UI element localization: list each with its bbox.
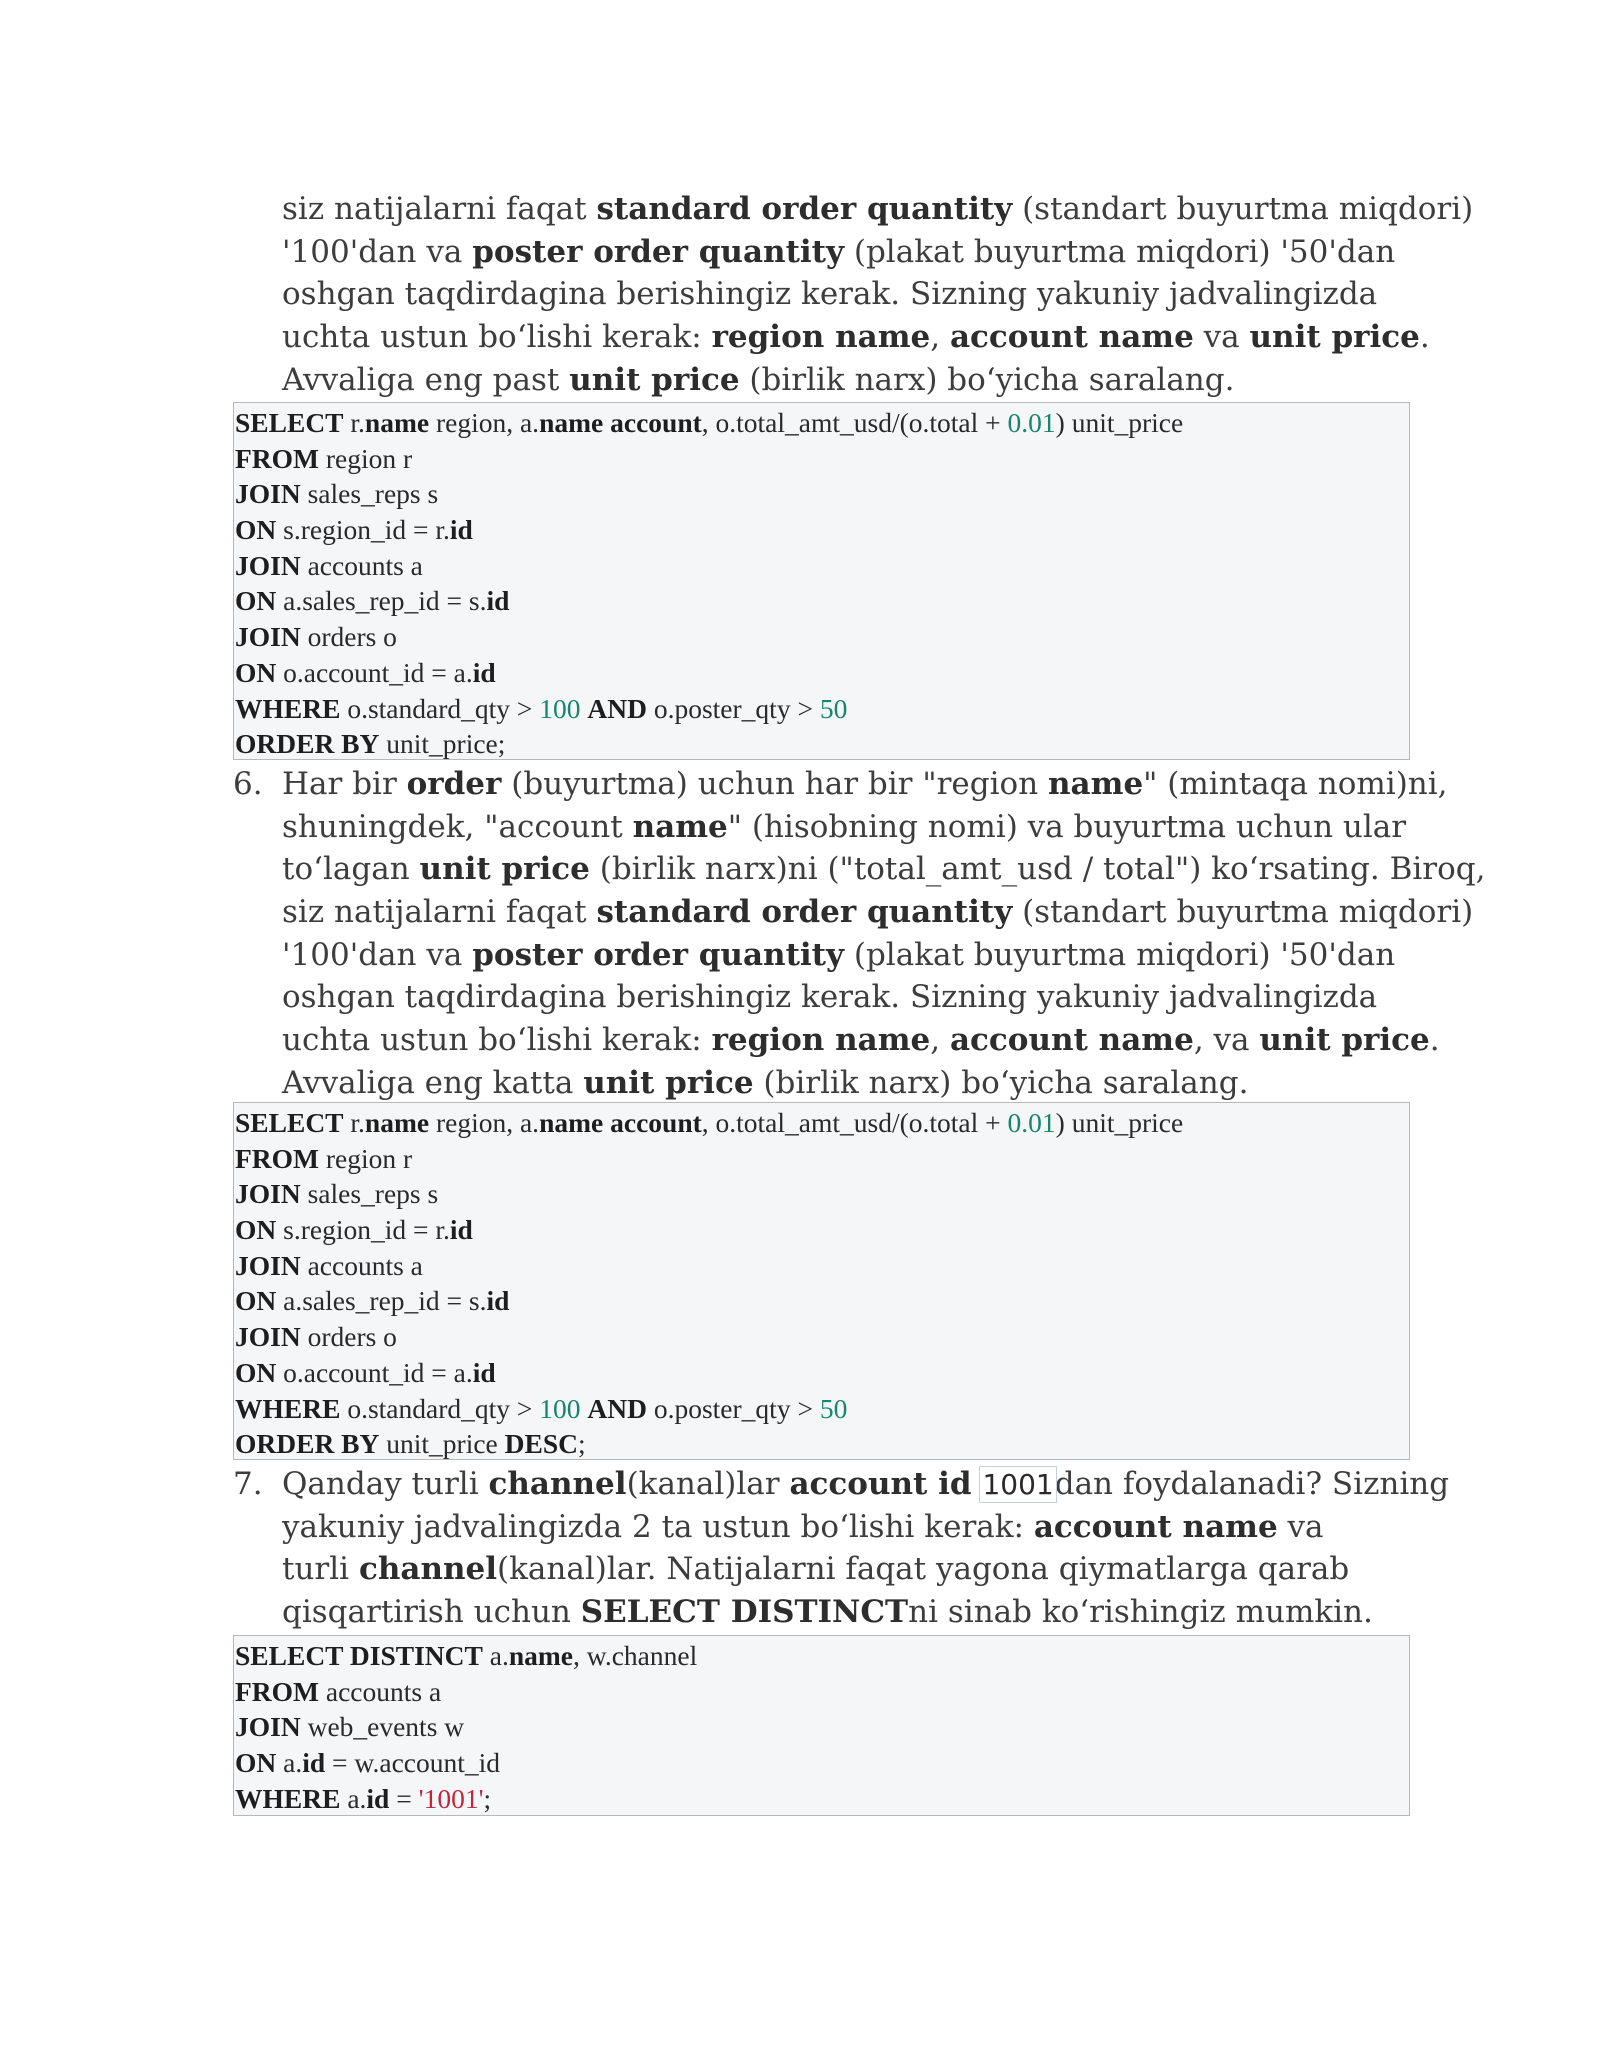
code-line xyxy=(235,1105,1409,1141)
text-run: to‘lagan xyxy=(282,851,420,888)
sql-keyword: JOIN xyxy=(235,1321,301,1353)
text-line xyxy=(282,763,1448,806)
code-line xyxy=(235,1674,1409,1710)
bold-term: poster order quantity xyxy=(472,936,844,973)
code-line xyxy=(235,1248,1409,1284)
text-run: '100'dan va xyxy=(282,233,473,270)
bold-term: channel xyxy=(358,1551,498,1588)
sql-text: a.sales_rep_id = s. xyxy=(276,585,487,617)
text-line xyxy=(282,1019,1440,1062)
sql-keyword: ON xyxy=(235,1747,277,1779)
text-run: va xyxy=(1277,1508,1324,1545)
sql-keyword: FROM xyxy=(235,1675,320,1707)
paragraph-continued xyxy=(282,188,1474,401)
bold-term: unit price xyxy=(569,361,740,398)
code-line xyxy=(235,405,1409,441)
text-run: " (hisobning nomi) va buyurtma uchun ular xyxy=(727,808,1407,845)
sql-keyword: name xyxy=(508,1640,574,1671)
text-run: . xyxy=(1419,319,1430,356)
sql-text: a. xyxy=(340,1782,367,1814)
text-run: oshgan taqdirdagina berishingiz kerak. Sizning yakuniy jadvalingizda xyxy=(282,979,1378,1016)
sql-keyword: ON xyxy=(235,1356,277,1388)
bold-term: account name xyxy=(1033,1508,1278,1545)
sql-keyword: name xyxy=(364,1107,430,1138)
sql-keyword: AND xyxy=(587,692,647,724)
sql-text: ) unit_price xyxy=(1055,1107,1184,1138)
sql-keyword: SELECT DISTINCT xyxy=(235,1640,483,1671)
sql-text: ) unit_price xyxy=(1055,407,1184,438)
text-run: va xyxy=(1193,319,1250,356)
sql-text: region, a. xyxy=(429,407,540,438)
code-line xyxy=(235,1745,1409,1781)
text-run: (plakat buyurtma miqdori) '50'dan xyxy=(844,233,1396,270)
sql-keyword: WHERE xyxy=(235,1782,341,1814)
sql-text: r. xyxy=(343,1107,365,1138)
text-run: oshgan taqdirdagina berishingiz kerak. Sizning yakuniy jadvalingizda xyxy=(282,276,1378,313)
text-line xyxy=(282,1463,1450,1506)
sql-keyword: JOIN xyxy=(235,1711,301,1743)
text-run: (birlik narx) bo‘yicha saralang. xyxy=(753,1064,1249,1101)
bold-term: unit price xyxy=(1259,1022,1430,1059)
bold-term: standard order quantity xyxy=(596,191,1013,227)
text-line xyxy=(282,1062,1432,1105)
sql-number: 50 xyxy=(819,1392,848,1424)
sql-text: , w.channel xyxy=(573,1640,698,1671)
code-block-1 xyxy=(233,402,1410,760)
sql-text: o.poster_qty > xyxy=(646,692,820,724)
code-line xyxy=(235,1319,1409,1355)
sql-text: sales_reps s xyxy=(300,478,439,510)
text-run: qisqartirish uchun xyxy=(282,1594,581,1631)
code-line xyxy=(235,476,1409,512)
text-run: ni sinab ko‘rishingiz mumkin. xyxy=(908,1594,1373,1631)
code-line xyxy=(235,548,1409,584)
text-line xyxy=(282,1548,1432,1591)
sql-keyword: ON xyxy=(235,656,277,688)
sql-keyword: JOIN xyxy=(235,1249,301,1281)
sql-keyword: id xyxy=(472,656,496,688)
list-number-6: 6. xyxy=(233,766,263,802)
text-run: '100'dan va xyxy=(282,936,473,973)
code-line xyxy=(235,1212,1409,1248)
text-run: . xyxy=(1429,1022,1440,1059)
sql-text: region, a. xyxy=(429,1107,540,1138)
sql-text: accounts a xyxy=(300,1249,423,1281)
sql-text: s.region_id = r. xyxy=(276,1214,450,1246)
sql-text: unit_price; xyxy=(379,728,506,760)
sql-keyword: id xyxy=(366,1782,390,1814)
text-run: (birlik narx) bo‘yicha saralang. xyxy=(739,361,1235,398)
text-run: (standart buyurtma miqdori) xyxy=(1012,894,1474,931)
text-run: (standart buyurtma miqdori) xyxy=(1012,191,1474,227)
text-run: (kanal)lar xyxy=(626,1466,790,1502)
text-run: (plakat buyurtma miqdori) '50'dan xyxy=(844,936,1396,973)
sql-keyword: id xyxy=(302,1747,326,1779)
sql-keyword: ORDER BY xyxy=(235,1428,380,1460)
sql-text: accounts a xyxy=(319,1675,442,1707)
bold-term: region name xyxy=(711,1022,931,1059)
code-line xyxy=(235,512,1409,548)
code-line xyxy=(235,726,1409,762)
bold-term: SELECT DISTINCT xyxy=(580,1594,909,1631)
text-line xyxy=(282,891,1474,934)
text-run: siz natijalarni faqat xyxy=(282,191,597,227)
sql-number: 100 xyxy=(539,692,581,724)
sql-keyword: WHERE xyxy=(235,1392,341,1424)
sql-text: orders o xyxy=(300,1321,397,1353)
code-line xyxy=(235,1283,1409,1319)
sql-keyword: ON xyxy=(235,1285,277,1317)
sql-keyword: id xyxy=(486,585,510,617)
text-run: " (mintaqa nomi)ni, xyxy=(1143,766,1448,802)
bold-term: unit price xyxy=(419,851,590,888)
sql-keyword: ON xyxy=(235,1214,277,1246)
bold-term: account name xyxy=(949,319,1194,356)
sql-keyword: FROM xyxy=(235,1142,320,1174)
text-run: , va xyxy=(1193,1022,1260,1059)
sql-text: region r xyxy=(319,442,413,474)
text-line xyxy=(282,231,1432,274)
sql-text: , o.total_amt_usd/(o.total + xyxy=(701,1107,1008,1138)
sql-keyword: DESC xyxy=(504,1428,578,1460)
sql-text: o.poster_qty > xyxy=(646,1392,820,1424)
sql-text: unit_price xyxy=(379,1428,505,1460)
highlighted-value: 1001 xyxy=(982,1468,1054,1501)
text-run: Har bir xyxy=(282,766,407,802)
sql-text: orders o xyxy=(300,621,397,653)
sql-text: accounts a xyxy=(300,549,423,581)
text-run: , xyxy=(930,319,950,356)
text-run: shuningdek, "account xyxy=(282,808,633,845)
sql-text: r. xyxy=(343,407,365,438)
text-line xyxy=(282,934,1432,977)
code-block-2 xyxy=(233,1102,1410,1460)
sql-keyword: AND xyxy=(587,1392,647,1424)
sql-keyword: account xyxy=(610,407,702,438)
bold-term: account id xyxy=(789,1466,972,1502)
sql-text: = xyxy=(389,1782,419,1814)
sql-text: o.account_id = a. xyxy=(276,656,473,688)
sql-keyword: ORDER BY xyxy=(235,728,380,760)
text-run: siz natijalarni faqat xyxy=(282,894,597,931)
text-line xyxy=(282,359,1432,402)
text-run: Avvaliga eng past xyxy=(282,361,570,398)
text-run: Avvaliga eng katta xyxy=(282,1064,584,1101)
bold-term: account name xyxy=(949,1022,1194,1059)
bold-term: standard order quantity xyxy=(596,894,1013,931)
bold-term: name xyxy=(1048,766,1144,802)
text-run xyxy=(972,1466,982,1502)
code-line xyxy=(235,619,1409,655)
sql-number: 0.01 xyxy=(1007,1107,1056,1138)
sql-text: o.standard_qty > xyxy=(340,692,540,724)
sql-number: 0.01 xyxy=(1007,407,1056,438)
text-line xyxy=(282,1591,1432,1634)
sql-keyword: JOIN xyxy=(235,621,301,653)
code-block-3 xyxy=(233,1635,1410,1816)
list-item-6-text xyxy=(282,763,1486,1105)
bold-term: name xyxy=(632,808,728,845)
sql-text: o.standard_qty > xyxy=(340,1392,540,1424)
list-item-7-text xyxy=(282,1463,1450,1634)
sql-keyword: JOIN xyxy=(235,478,301,510)
sql-text: = w.account_id xyxy=(325,1747,501,1779)
sql-text: web_events w xyxy=(300,1711,465,1743)
bold-term: order xyxy=(406,766,502,802)
sql-keyword: JOIN xyxy=(235,549,301,581)
text-run: (buyurtma) uchun har bir "region xyxy=(501,766,1049,802)
bold-term: channel xyxy=(488,1466,627,1502)
sql-string: '1001' xyxy=(418,1782,484,1814)
text-line xyxy=(282,1506,1432,1549)
text-line xyxy=(282,188,1474,231)
sql-text: o.account_id = a. xyxy=(276,1356,473,1388)
code-line xyxy=(235,1391,1409,1427)
text-run: yakuniy jadvalingizda 2 ta ustun bo‘lishi kerak: xyxy=(282,1508,1034,1545)
sql-keyword: name xyxy=(539,407,604,438)
text-line xyxy=(282,976,1432,1019)
sql-keyword: WHERE xyxy=(235,692,341,724)
sql-keyword: id xyxy=(472,1356,496,1388)
sql-keyword: name xyxy=(364,407,430,438)
sql-keyword: id xyxy=(449,514,473,546)
text-run: , xyxy=(930,1022,950,1059)
sql-keyword: ON xyxy=(235,585,277,617)
sql-text: a. xyxy=(482,1640,509,1671)
sql-text: region r xyxy=(319,1142,413,1174)
text-run: (kanal)lar. Natijalarni faqat yagona qiymatlarga qarab xyxy=(497,1551,1350,1588)
bold-term: region name xyxy=(711,319,931,356)
text-run: turli xyxy=(282,1551,359,1588)
code-line xyxy=(235,1781,1409,1817)
sql-keyword: id xyxy=(449,1214,473,1246)
sql-keyword: SELECT xyxy=(235,407,344,438)
sql-text: a.sales_rep_id = s. xyxy=(276,1285,487,1317)
text-line xyxy=(282,806,1432,849)
code-line xyxy=(235,441,1409,477)
text-run: (birlik narx)ni ("total_amt_usd / total") ko‘rsating. Biroq, xyxy=(589,851,1486,888)
sql-keyword: id xyxy=(486,1285,510,1317)
sql-keyword: JOIN xyxy=(235,1178,301,1210)
sql-text: ; xyxy=(578,1428,586,1460)
sql-keyword: FROM xyxy=(235,442,320,474)
sql-keyword: account xyxy=(610,1107,702,1138)
sql-number: 100 xyxy=(539,1392,581,1424)
sql-text: , o.total_amt_usd/(o.total + xyxy=(701,407,1008,438)
bold-term: unit price xyxy=(1249,319,1420,356)
text-line xyxy=(282,848,1486,891)
list-number-7: 7. xyxy=(233,1466,263,1502)
bold-term: unit price xyxy=(583,1064,754,1101)
sql-text: ; xyxy=(483,1782,492,1814)
code-line xyxy=(235,1709,1409,1745)
sql-text: s.region_id = r. xyxy=(276,514,450,546)
code-line xyxy=(235,583,1409,619)
sql-keyword: ON xyxy=(235,514,277,546)
code-line xyxy=(235,1426,1409,1462)
text-run: uchta ustun bo‘lishi kerak: xyxy=(282,1022,712,1059)
text-line xyxy=(282,273,1432,316)
sql-text: sales_reps s xyxy=(300,1178,439,1210)
code-line xyxy=(235,1638,1409,1674)
sql-keyword: name xyxy=(539,1107,604,1138)
sql-number: 50 xyxy=(819,692,848,724)
text-run: uchta ustun bo‘lishi kerak: xyxy=(282,319,712,356)
sql-text: a. xyxy=(276,1747,303,1779)
text-line xyxy=(282,316,1432,359)
code-line xyxy=(235,691,1409,727)
text-run: Qanday turli xyxy=(282,1466,489,1502)
code-line xyxy=(235,1141,1409,1177)
code-line xyxy=(235,1176,1409,1212)
code-line xyxy=(235,655,1409,691)
text-run: dan foydalanadi? Sizning xyxy=(1054,1466,1450,1502)
code-line xyxy=(235,1355,1409,1391)
bold-term: poster order quantity xyxy=(472,233,844,270)
sql-keyword: SELECT xyxy=(235,1107,344,1138)
